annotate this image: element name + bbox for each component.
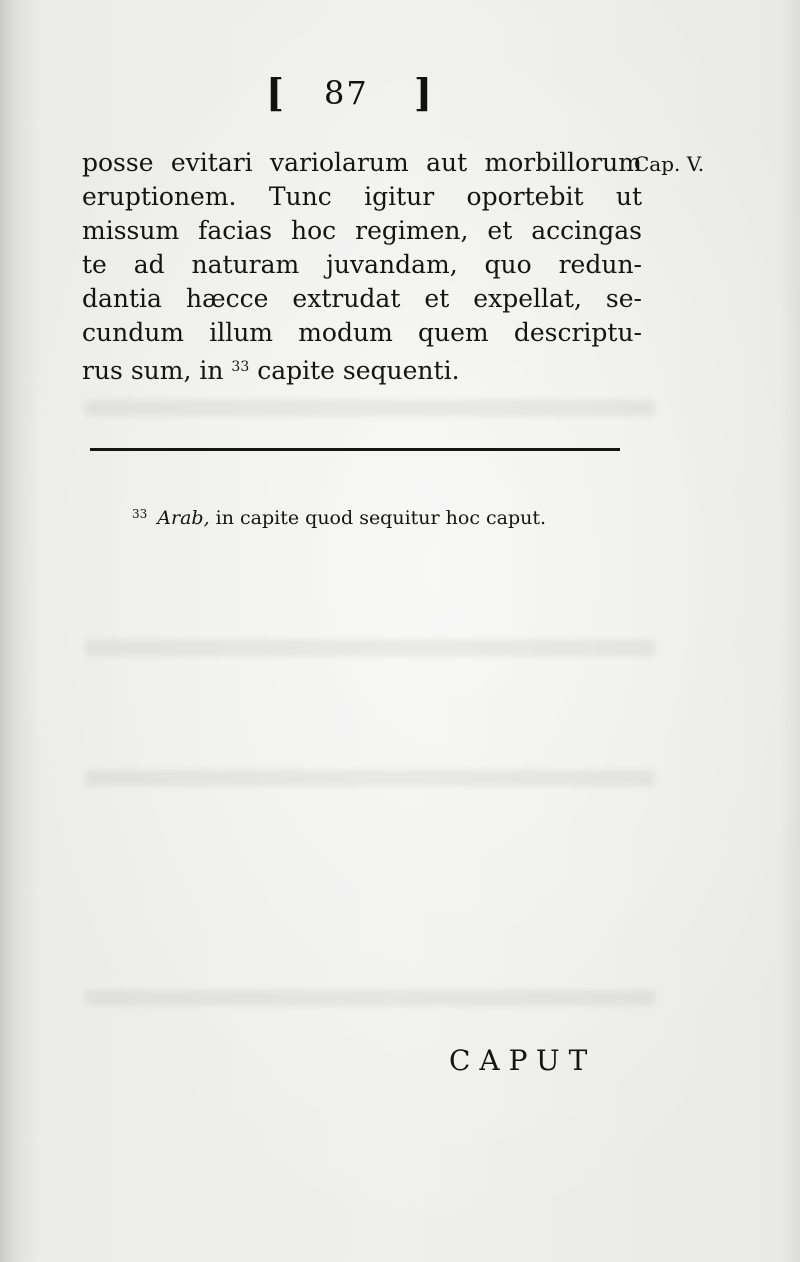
text-line-last xyxy=(82,350,642,384)
text-segment: capite sequenti. xyxy=(257,356,460,385)
text-line: posse evitari variolarum aut morbillorum xyxy=(82,148,642,177)
header-bracket-right: ] xyxy=(414,70,432,115)
footnote-reference: 33 xyxy=(231,359,250,375)
show-through-shadow xyxy=(85,400,655,416)
page-number: 87 xyxy=(324,74,369,112)
catchword: CAPUT xyxy=(449,1044,597,1077)
text-line: te ad naturam juvandam, quo redun- xyxy=(82,250,642,279)
footnote-rule xyxy=(90,448,620,451)
footnote-number: 33 xyxy=(132,507,148,521)
footnote xyxy=(132,507,546,529)
show-through-shadow xyxy=(85,770,655,786)
text-line: dantia hæcce extrudat et expellat, se- xyxy=(82,284,642,313)
text-line: cundum illum modum quem descriptu- xyxy=(82,318,642,347)
marginal-chapter-note: Cap. V. xyxy=(634,152,705,176)
text-line: eruptionem. Tunc igitur oportebit ut xyxy=(82,182,642,211)
text-segment: rus sum, in xyxy=(82,356,224,385)
text-line: missum facias hoc regimen, et accingas xyxy=(82,216,642,245)
footnote-text: in capite quod sequitur hoc caput. xyxy=(215,507,547,529)
show-through-shadow xyxy=(85,990,655,1006)
show-through-shadow xyxy=(85,640,655,656)
footnote-source: Arab, xyxy=(157,507,210,529)
page-header xyxy=(266,70,436,126)
body-paragraph xyxy=(82,146,642,384)
header-bracket-left: [ xyxy=(266,70,284,115)
